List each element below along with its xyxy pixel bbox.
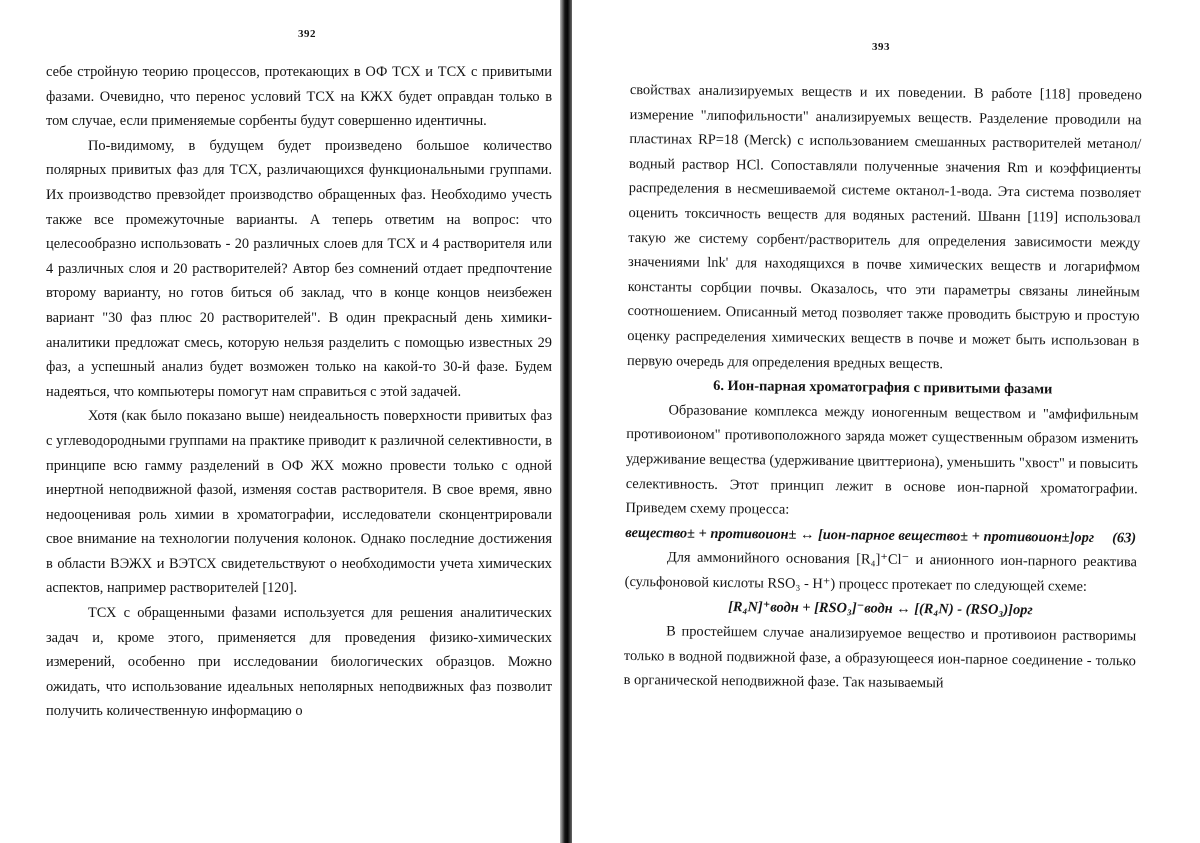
- equation-text: вещество± + противоион± ↔ [ион-парное вещество± + противоион±]орг: [625, 524, 1095, 546]
- equation-number: (63): [1112, 529, 1137, 547]
- page-number: 392: [298, 28, 316, 40]
- left-page-text: [46, 60, 552, 724]
- page-number: 393: [872, 41, 890, 53]
- left-page: [0, 0, 562, 843]
- paragraph: себе стройную теорию процессов, протекающих в ОФ ТСХ и ТСХ с привитыми фазами. Очевидно, что перенос условий ТСХ на КЖХ будет оправдан только в том случае, если применяемые сорбенты будут совершенно идентичны.: [46, 64, 552, 130]
- section-heading: 6. Ион-парная хроматография с привитыми фазами: [713, 378, 1053, 398]
- paragraph: ТСХ с обращенными фазами используется для решения аналитических задач и, кроме этого, применяется для проведения физико-химических измерений, особенно при исследовании биологических образцов. Можно ожидать, что использование идеальных неполярных неподвижных фаз позволит получить количественную информацию о: [46, 605, 552, 720]
- paragraph: Для аммонийного основания [R₄]⁺Cl⁻ и анионного ион-парного реактива (сульфоновой кислоты RSO₃ - H⁺) процесс протекает по следующей схеме:: [624, 549, 1138, 595]
- paragraph: В простейшем случае анализируемое вещество и противоион растворимы только в водной подвижной фазе, а образующееся ион-парное соединение - только в органической неподвижной фазе. Так называемый: [623, 623, 1137, 692]
- right-page-text: [624, 78, 1142, 698]
- paragraph: Образование комплекса между ионогенным веществом и "амфифильным противоионом" противоположного заряда может существенным образом изменить удерживание вещества (удерживание цвиттериона), уменьшить "хвост" и повысить селективность. Этот принцип лежит в основе ион-парной хроматографии. Приведем схему процесса:: [625, 402, 1139, 518]
- right-page: [572, 0, 1200, 843]
- paragraph: По-видимому, в будущем будет произведено большое количество полярных привитых фаз для ТСХ, различающихся функциональными группами. Их производство превзойдет производство обращенных фаз. Необходимо учесть также все промежуточные варианты. А теперь ответим на вопрос: что целесообразно использовать - 20 различных слоев для ТСХ и 4 растворителя или 4 различных слоя и 20 растворителей? Автор без сомнений отдает предпочтение второму варианту, но готов биться об заклад, что в конце концов неизбежен вариант "30 фаз плюс 20 растворителей". В один прекрасный день химики-аналитики предложат смесь, которую нельзя разделить с помощью известных 29 фаз, а успешный анализ будет возможен только на какой-то 30-й фазе. Будем надеяться, что компьютеры помогут нам справиться с этой задачей.: [46, 137, 552, 400]
- equation: [R₄N]⁺водн + [RSO₃]⁻водн ↔ [(R₄N) - (RSO₃)]орг: [728, 599, 1033, 619]
- paragraph: свойствах анализируемых веществ и их поведении. В работе [118] проведено измерение "липофильности" анализируемых веществ. Разделение проводили на пластинах RP=18 (Merck) с использованием смешанных растворителей метанол/водный раствор HCl. Сопоставляли полученные значения Rm и коэффициенты распределения в несмешиваемой системе октанол-1-вода. Эта система позволяет оценить токсичность веществ для водяных растений. Шванн [119] использовал такую же систему сорбент/растворитель для определения зависимости между значениями lnk' для находящихся в почве химических веществ и логарифмом константы сорбции почвы. Оказалось, что эти параметры связаны линейным соотношением. Описанный метод позволяет также проводить быструю и простую оценку распределения химических веществ в почве и может быть использован в первую очередь для определения вредных веществ.: [626, 81, 1142, 372]
- paragraph: Хотя (как было показано выше) неидеальность поверхности привитых фаз с углеводородными группами на практике приводит к различной селективности, в принципе всю гамму разделений в ОФ ЖХ можно провести только с одной инертной неподвижной фазой, изменяя состав растворителя. В свое время, явно недооценивая роль химии в хроматографии, исследователи сконцентрировали свое внимание на технологии получения колонок. Однако последние достижения в области ВЭЖХ и ВЭТСХ свидетельствуют о необходимости учета химических аспектов, например растворителей [120].: [46, 408, 552, 597]
